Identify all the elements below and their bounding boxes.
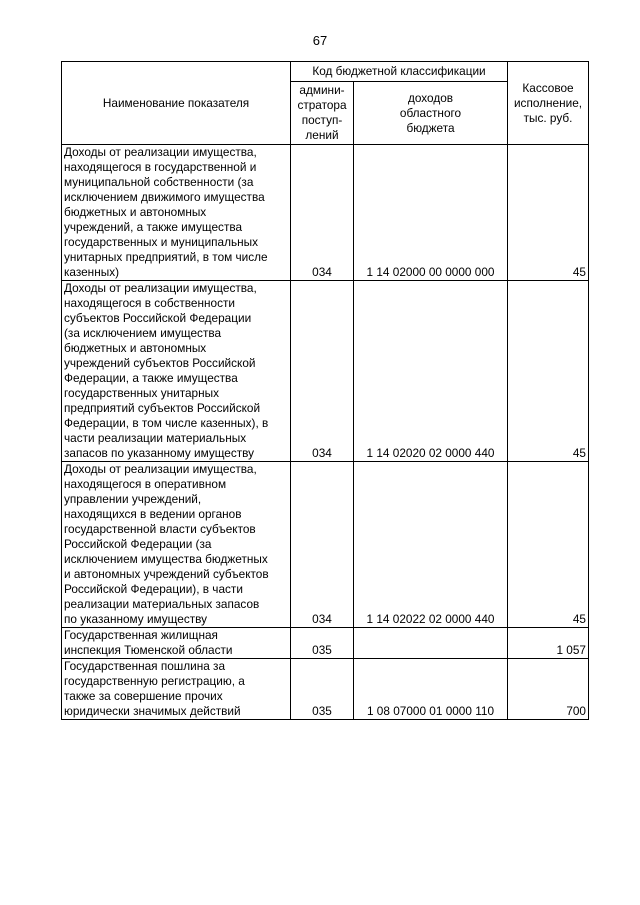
header-indicator-name [62,62,291,145]
row-name: Доходы от реализации имущества, находящегося в оперативном управлении учреждений, находящихся в ведении органов государственной власти субъектов Российской Федерации (за исключением имущества бюджетных и автономных учреждений субъектов Российской Федерации), в части реализации материальных запасов по указанному имуществу [62,462,291,628]
table-row [62,628,589,659]
header-cash-text: Кассовое исполнение, тыс. руб. [513,80,583,125]
table-row [62,659,589,720]
row-name: Доходы от реализации имущества, находящегося в государственной и муниципальной собственности (за исключением движимого имущества бюджетных и автономных учреждений, а также имущества государственных и муниципальных унитарных предприятий, в том числе казенных) [62,145,291,281]
header-admin-text: админи- стратора поступ- лений [297,83,347,142]
row-budget-code [354,628,508,659]
row-amount: 700 [508,659,589,720]
row-admin-code: 035 [291,659,354,720]
row-budget-code: 1 14 02000 00 0000 000 [354,145,508,281]
row-name: Доходы от реализации имущества, находящегося в собственности субъектов Российской Федерации (за исключением имущества бюджетных и автономных учреждений субъектов Российской Федерации, а также имущества государственных унитарных предприятий субъектов Российской Федерации, в том числе казенных), в части реализации материальных запасов по указанному имуществу [62,281,291,462]
page-number: 67 [312,33,328,48]
row-amount: 45 [508,145,589,281]
header-code-group [291,62,508,82]
header-income-text: доходов областного бюджета [399,90,462,135]
row-budget-code: 1 14 02022 02 0000 440 [354,462,508,628]
table-row [62,462,589,628]
table-row [62,145,589,281]
row-name: Государственная жилищная инспекция Тюменской области [62,628,291,659]
row-admin-code: 034 [291,145,354,281]
header-code-group-text: Код бюджетной классификации [312,64,486,78]
header-admin [291,82,354,145]
table-row [62,281,589,462]
row-budget-code: 1 14 02020 02 0000 440 [354,281,508,462]
row-admin-code: 034 [291,462,354,628]
header-cash-execution [508,62,589,145]
row-budget-code: 1 08 07000 01 0000 110 [354,659,508,720]
row-name: Государственная пошлина за государственную регистрацию, а также за совершение прочих юридически значимых действий [62,659,291,720]
budget-table [61,61,589,720]
row-amount: 45 [508,462,589,628]
row-admin-code: 035 [291,628,354,659]
row-amount: 45 [508,281,589,462]
row-amount: 1 057 [508,628,589,659]
header-income [354,82,508,145]
header-name-text: Наименование показателя [102,95,250,110]
row-admin-code: 034 [291,281,354,462]
